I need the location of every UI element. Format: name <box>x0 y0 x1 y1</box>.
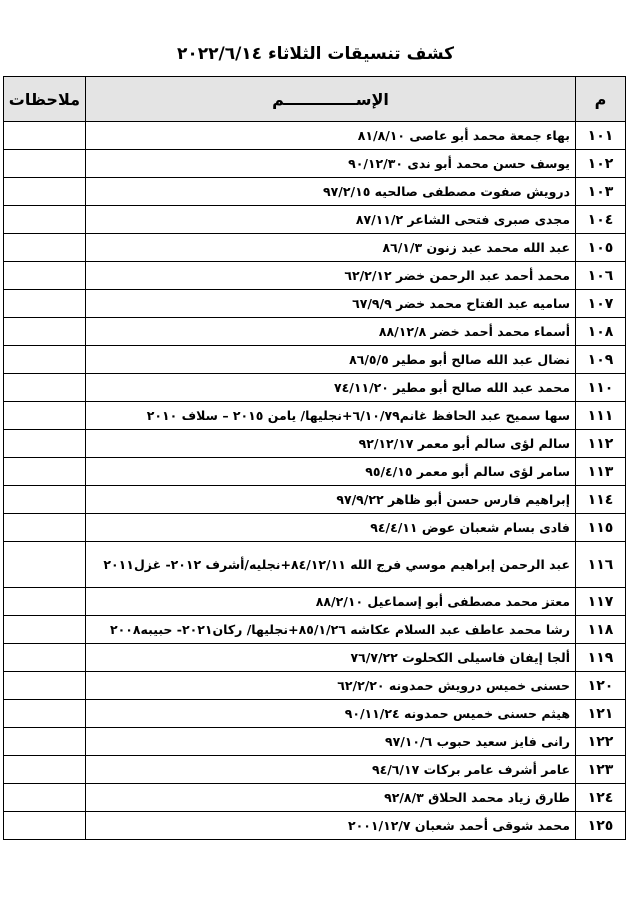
row-number: ١١٢ <box>576 430 626 458</box>
row-notes <box>4 262 86 290</box>
table-row <box>4 756 626 784</box>
row-name: محمد شوقى أحمد شعبان ٢٠٠١/١٢/٧ <box>86 812 576 840</box>
row-number: ١٠٥ <box>576 234 626 262</box>
row-number: ١٠٦ <box>576 262 626 290</box>
row-number: ١٢٠ <box>576 672 626 700</box>
row-number: ١١١ <box>576 402 626 430</box>
row-notes <box>4 728 86 756</box>
row-notes <box>4 644 86 672</box>
table-row <box>4 402 626 430</box>
row-notes <box>4 672 86 700</box>
row-notes <box>4 178 86 206</box>
row-name: محمد أحمد عبد الرحمن خضر ٦٢/٢/١٢ <box>86 262 576 290</box>
table-row <box>4 728 626 756</box>
row-number: ١٠١ <box>576 122 626 150</box>
table-row <box>4 122 626 150</box>
row-number: ١٢١ <box>576 700 626 728</box>
row-name: درويش صفوت مصطفى صالحيه ٩٧/٢/١٥ <box>86 178 576 206</box>
row-notes <box>4 206 86 234</box>
row-name: معتز محمد مصطفى أبو إسماعيل ٨٨/٢/١٠ <box>86 588 576 616</box>
table-row <box>4 290 626 318</box>
row-number: ١٢٢ <box>576 728 626 756</box>
row-name: أسماء محمد أحمد خضر ٨٨/١٢/٨ <box>86 318 576 346</box>
row-notes <box>4 756 86 784</box>
row-name: نضال عبد الله صالح أبو مطير ٨٦/٥/٥ <box>86 346 576 374</box>
row-name: حسنى خميس درويش حمدونه ٦٢/٢/٢٠ <box>86 672 576 700</box>
table-row <box>4 644 626 672</box>
row-name: عامر أشرف عامر بركات ٩٤/٦/١٧ <box>86 756 576 784</box>
row-name: بهاء جمعة محمد أبو عاصى ٨١/٨/١٠ <box>86 122 576 150</box>
row-name: يوسف حسن محمد أبو ندى ٩٠/١٢/٣٠ <box>86 150 576 178</box>
row-name: ساميه عبد الفتاح محمد خضر ٦٧/٩/٩ <box>86 290 576 318</box>
column-header-notes: ملاحظات <box>4 77 86 122</box>
row-number: ١١٥ <box>576 514 626 542</box>
row-notes <box>4 374 86 402</box>
header-row <box>4 77 626 122</box>
row-name: عبد الرحمن إبراهيم موسي فرج الله ٨٤/١٢/١١+نجليه/أشرف ٢٠١٢- غزل٢٠١١ <box>86 542 576 588</box>
row-number: ١٠٢ <box>576 150 626 178</box>
row-number: ١٠٤ <box>576 206 626 234</box>
row-number: ١٢٤ <box>576 784 626 812</box>
row-notes <box>4 616 86 644</box>
row-number: ١١٠ <box>576 374 626 402</box>
column-header-name: الإســـــــــــــم <box>86 77 576 122</box>
table-row <box>4 514 626 542</box>
roster-body <box>4 122 626 840</box>
row-name: إبراهيم فارس حسن أبو ظاهر ٩٧/٩/٢٢ <box>86 486 576 514</box>
row-number: ١١٣ <box>576 458 626 486</box>
row-number: ١٢٣ <box>576 756 626 784</box>
row-name: رشا محمد عاطف عبد السلام عكاشه ٨٥/١/٢٦+نجليها/ ركان٢٠٢١- حبيبه٢٠٠٨ <box>86 616 576 644</box>
row-number: ١٠٧ <box>576 290 626 318</box>
table-row <box>4 486 626 514</box>
table-row <box>4 262 626 290</box>
row-name: سامر لؤى سالم أبو معمر ٩٥/٤/١٥ <box>86 458 576 486</box>
row-number: ١١٨ <box>576 616 626 644</box>
row-number: ١٢٥ <box>576 812 626 840</box>
row-notes <box>4 486 86 514</box>
row-notes <box>4 318 86 346</box>
row-notes <box>4 514 86 542</box>
row-number: ١٠٨ <box>576 318 626 346</box>
table-row <box>4 812 626 840</box>
table-row <box>4 318 626 346</box>
table-row <box>4 672 626 700</box>
row-name: مجدى صبرى فتحى الشاعر ٨٧/١١/٢ <box>86 206 576 234</box>
row-notes <box>4 122 86 150</box>
page-title: كشف تنسيقات الثلاثاء ٢٠٢٢/٦/١٤ <box>176 44 455 64</box>
row-name: عبد الله محمد عبد زنون ٨٦/١/٣ <box>86 234 576 262</box>
row-notes <box>4 812 86 840</box>
table-row <box>4 346 626 374</box>
row-number: ١١٧ <box>576 588 626 616</box>
table-row <box>4 178 626 206</box>
table-row <box>4 150 626 178</box>
row-number: ١٠٩ <box>576 346 626 374</box>
row-name: هيثم حسنى خميس حمدونه ٩٠/١١/٢٤ <box>86 700 576 728</box>
row-name: فادى بسام شعبان عوض ٩٤/٤/١١ <box>86 514 576 542</box>
row-name: ألجا إيفان فاسيلى الكحلوت ٧٦/٧/٢٢ <box>86 644 576 672</box>
row-number: ١٠٣ <box>576 178 626 206</box>
roster-table <box>3 76 626 840</box>
table-row <box>4 616 626 644</box>
table-row <box>4 234 626 262</box>
row-notes <box>4 346 86 374</box>
table-row <box>4 430 626 458</box>
row-number: ١١٦ <box>576 542 626 588</box>
row-name: سالم لؤى سالم أبو معمر ٩٢/١٢/١٧ <box>86 430 576 458</box>
row-number: ١١٩ <box>576 644 626 672</box>
row-notes <box>4 150 86 178</box>
row-notes <box>4 784 86 812</box>
row-name: طارق زياد محمد الحلاق ٩٢/٨/٣ <box>86 784 576 812</box>
row-number: ١١٤ <box>576 486 626 514</box>
row-notes <box>4 234 86 262</box>
row-notes <box>4 290 86 318</box>
table-row <box>4 700 626 728</box>
row-name: محمد عبد الله صالح أبو مطير ٧٤/١١/٢٠ <box>86 374 576 402</box>
row-notes <box>4 402 86 430</box>
column-header-number: م <box>576 77 626 122</box>
row-name: رانى فايز سعيد حبوب ٩٧/١٠/٦ <box>86 728 576 756</box>
table-row <box>4 588 626 616</box>
table-row <box>4 542 626 588</box>
row-name: سها سميح عبد الحافظ غانم٦/١٠/٧٩+نجليها/ يامن ٢٠١٥ – سلاف ٢٠١٠ <box>86 402 576 430</box>
table-row <box>4 784 626 812</box>
row-notes <box>4 458 86 486</box>
row-notes <box>4 588 86 616</box>
row-notes <box>4 542 86 588</box>
table-row <box>4 374 626 402</box>
table-row <box>4 206 626 234</box>
row-notes <box>4 700 86 728</box>
row-notes <box>4 430 86 458</box>
table-row <box>4 458 626 486</box>
